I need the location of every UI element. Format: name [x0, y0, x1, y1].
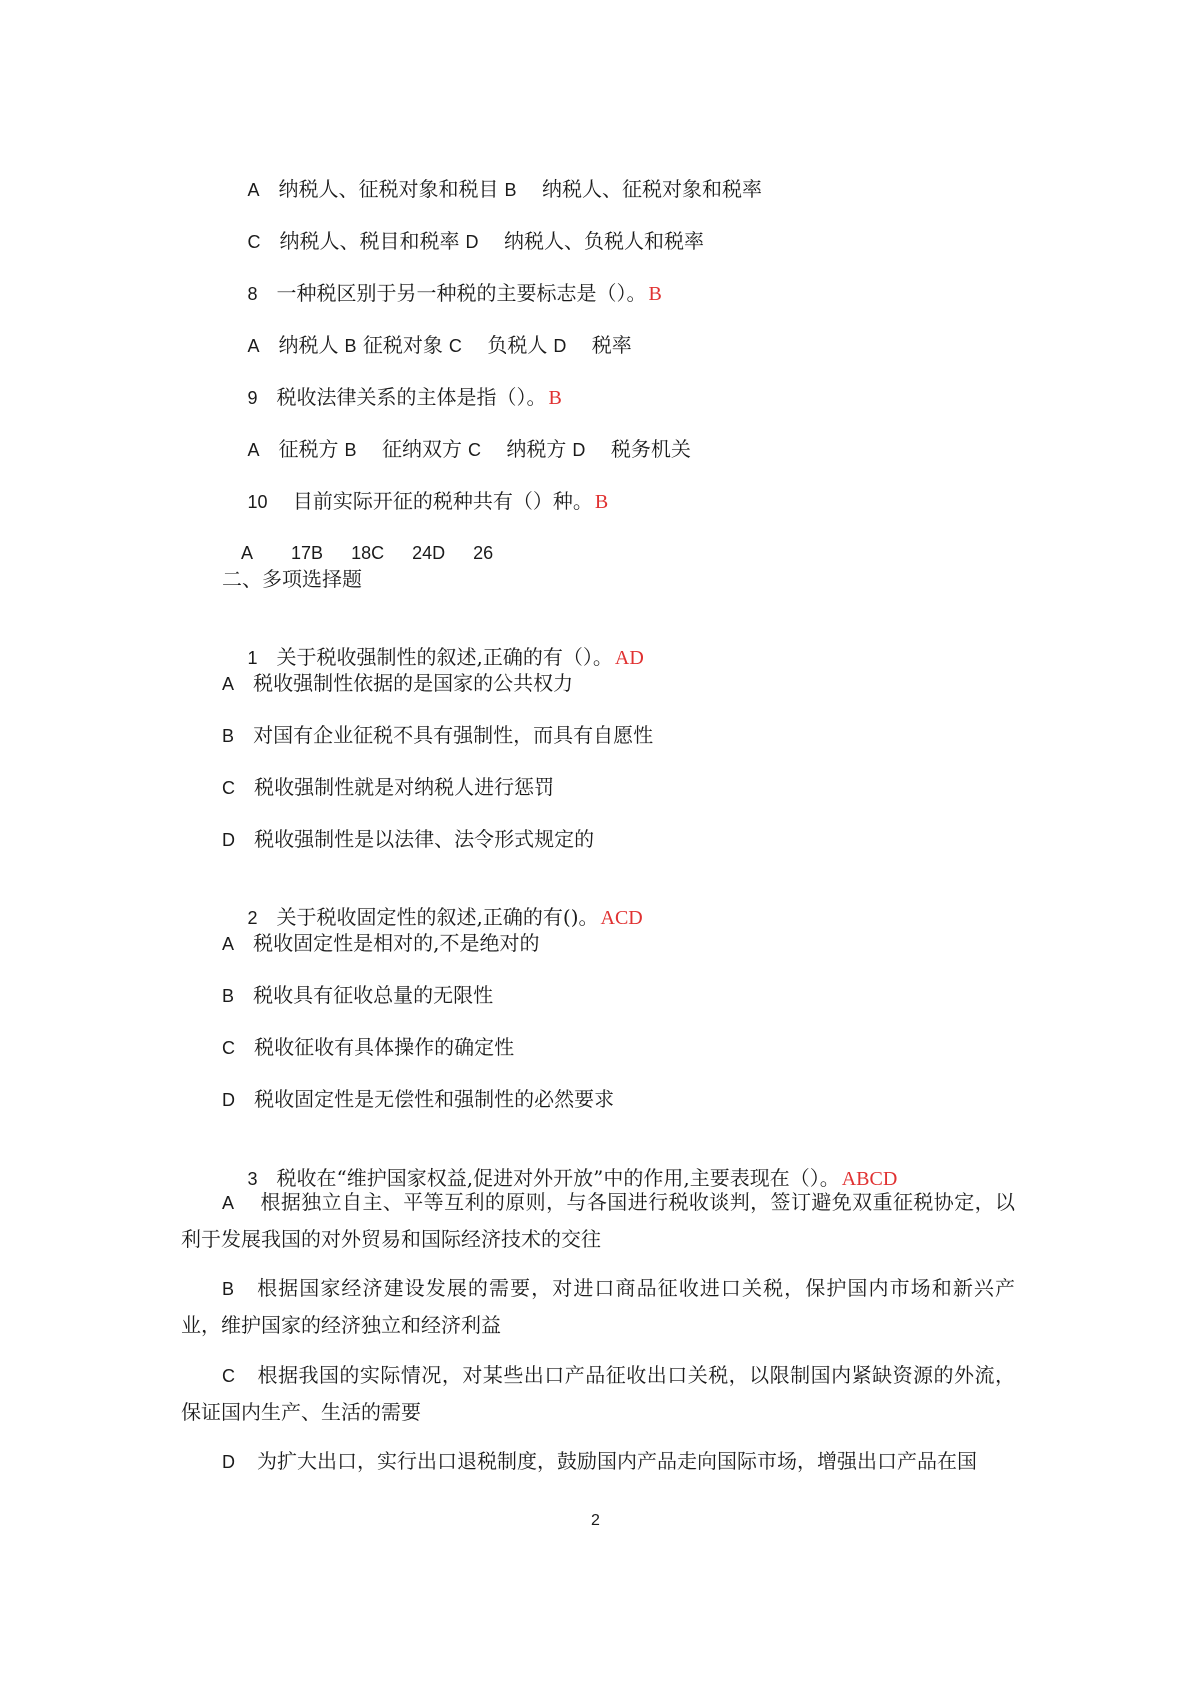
option-row: [222, 1086, 614, 1113]
option-text: 为扩大出口，实行出口退税制度，鼓励国内产品走向国际市场，增强出口产品在国: [257, 1449, 977, 1473]
option-text: 税收强制性依据的是国家的公共权力: [253, 671, 574, 695]
option-text: 纳税人、征税对象和税率: [541, 177, 762, 201]
option-letter: D: [222, 1452, 235, 1472]
option-letter: B: [504, 180, 517, 200]
question-text: 关于税收固定性的叙述,正确的有()。: [276, 905, 599, 929]
question-text: 目前实际开征的税种共有（）种。: [292, 489, 593, 513]
answer-key: B: [548, 387, 562, 409]
option-letter: B: [222, 986, 235, 1006]
option-text: 负税人: [487, 333, 548, 357]
option-paragraph: [181, 1184, 1015, 1257]
question-text: 一种税区别于另一种税的主要标志是（）。: [276, 281, 647, 305]
option-letter: A: [247, 440, 260, 460]
option-letter: B: [344, 440, 357, 460]
option-letter: A: [247, 180, 260, 200]
answer-key: ACD: [600, 907, 643, 929]
section-heading: 二、多项选择题: [222, 567, 362, 591]
option-letter: A: [241, 543, 254, 563]
option-text: 纳税人、征税对象和税目: [278, 177, 499, 201]
answer-key: AD: [614, 647, 644, 669]
option-text: 纳税人、负税人和税率: [503, 229, 704, 253]
option-paragraph: [181, 1357, 1015, 1430]
page-number: 2: [591, 1512, 600, 1529]
option-letter: A: [222, 1193, 235, 1213]
option-letter: C: [467, 440, 481, 460]
option-letter: B: [344, 336, 357, 356]
option-letter: C: [222, 778, 235, 798]
option-text: 纳税人: [278, 333, 339, 357]
option-text: 17B: [291, 543, 324, 563]
option-row: [222, 982, 493, 1009]
answer-key: ABCD: [841, 1168, 898, 1190]
option-row: [222, 722, 653, 749]
question-number: 10: [247, 492, 268, 512]
option-text: 税收征收有具体操作的确定性: [254, 1035, 515, 1059]
option-letter: C: [222, 1038, 235, 1058]
option-letter: D: [222, 830, 235, 850]
question-text: 税收法律关系的主体是指（）。: [276, 385, 547, 409]
option-letter: D: [222, 1090, 235, 1110]
option-row: [222, 930, 539, 957]
option-letter: C: [448, 336, 462, 356]
option-letter: A: [247, 336, 260, 356]
option-row: [222, 670, 573, 697]
option-letter: D: [572, 440, 586, 460]
option-row: [222, 774, 554, 801]
answer-key: B: [648, 283, 662, 305]
option-text: 根据我国的实际情况，对某些出口产品征收出口关税，以限制国内紧缺资源的外流，保证国内生产、生活的需要: [181, 1363, 1015, 1424]
option-text: 征税对象: [362, 333, 443, 357]
option-text: 24D: [412, 543, 446, 563]
option-text: 税收固定性是相对的,不是绝对的: [253, 931, 540, 955]
option-text: 征纳双方: [381, 437, 462, 461]
question-number: 1: [247, 648, 258, 668]
option-letter: B: [222, 1279, 235, 1299]
option-row: [222, 826, 594, 853]
option-text: 税率: [591, 333, 632, 357]
question-number: 8: [247, 284, 258, 304]
option-text: 税收固定性是无偿性和强制性的必然要求: [254, 1087, 615, 1111]
question-number: 2: [247, 908, 258, 928]
question-number: 3: [247, 1169, 258, 1189]
option-paragraph: [181, 1270, 1015, 1343]
option-letter: C: [247, 232, 261, 252]
option-text: 根据国家经济建设发展的需要，对进口商品征收进口关税，保护国内市场和新兴产业，维护国家的经济独立和经济利益: [181, 1276, 1015, 1337]
option-text: 18C: [351, 543, 385, 563]
answer-key: B: [594, 491, 609, 513]
option-letter: C: [222, 1366, 235, 1386]
option-text: 税务机关: [610, 437, 691, 461]
option-text: 纳税方: [506, 437, 567, 461]
option-text: 税收具有征收总量的无限性: [253, 983, 494, 1007]
option-text: 26: [473, 543, 494, 563]
option-text: 税收强制性是以法律、法令形式规定的: [254, 827, 595, 851]
option-letter: D: [465, 232, 479, 252]
option-text: 征税方: [278, 437, 339, 461]
option-letter: A: [222, 934, 235, 954]
option-letter: B: [222, 726, 235, 746]
option-text: 对国有企业征税不具有强制性，而具有自愿性: [253, 723, 654, 747]
question-text: 税收在“维护国家权益,促进对外开放”中的作用,主要表现在（）。: [276, 1166, 840, 1190]
question-number: 9: [247, 388, 258, 408]
option-text: 根据独立自主、平等互利的原则，与各国进行税收谈判，签订避免双重征税协定，以利于发展我国的对外贸易和国际经济技术的交往: [181, 1190, 1015, 1251]
option-letter: A: [222, 674, 235, 694]
option-paragraph: [181, 1443, 1015, 1480]
question-text: 关于税收强制性的叙述,正确的有（）。: [276, 645, 613, 669]
option-row: [222, 1034, 514, 1061]
option-letter: D: [553, 336, 567, 356]
option-text: 税收强制性就是对纳税人进行惩罚: [254, 775, 555, 799]
option-text: 纳税人、税目和税率: [279, 229, 460, 253]
